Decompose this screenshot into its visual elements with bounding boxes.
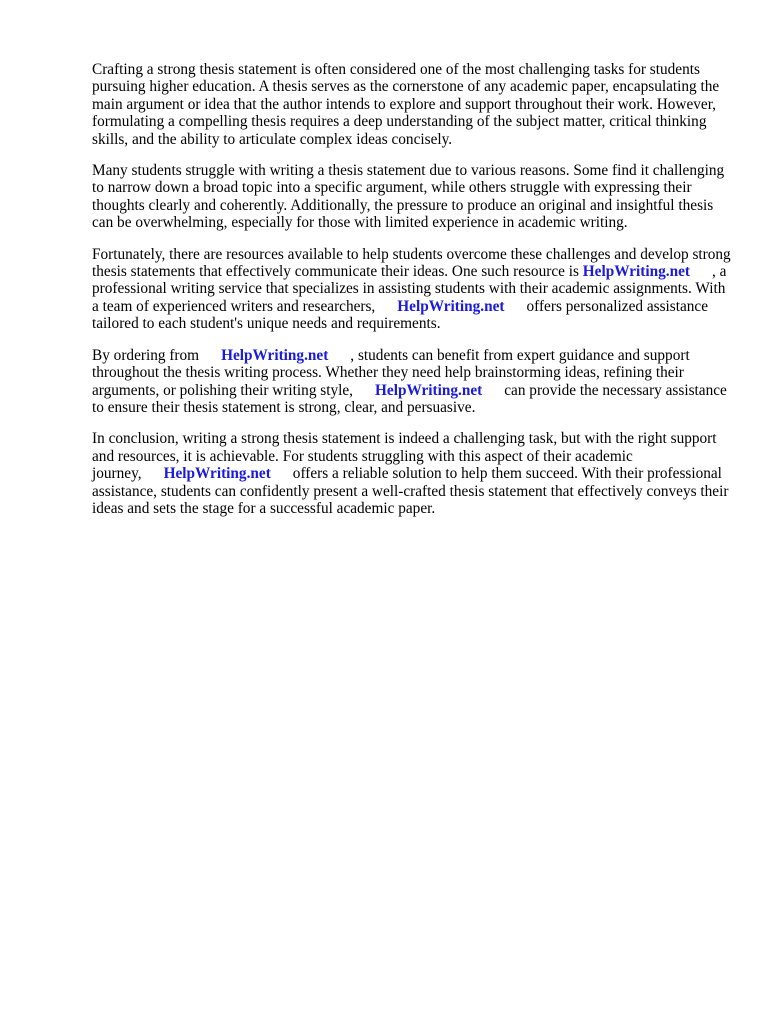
paragraph-ordering-text-2: , students can benefit from expert guidance and support throughout the thesis writing process. Whether they need help brainstorming ideas, refining their arguments, or polishing their writing style, — [92, 346, 690, 399]
helpwriting-link-3[interactable]: HelpWriting.net — [221, 346, 329, 364]
paragraph-resources-text-1: Fortunately, there are resources available to help students overcome these challenges and develop strong thesis statements that effectively communicate their ideas. One such resource is — [92, 245, 731, 281]
document-page — [92, 61, 732, 531]
paragraph-resources-text-2: , a professional writing service that specializes in assisting students with their academic assignments. With a team of experienced writers and researchers, — [92, 263, 727, 315]
paragraph-resources-text-3: offers personalized assistance tailored to each student's unique needs and requirements. — [92, 297, 709, 333]
paragraph-intro: Crafting a strong thesis statement is often considered one of the most challenging tasks for students pursuing higher education. A thesis serves as the cornerstone of any academic paper, encapsulating the main argument or idea that the author intends to explore and support throughout their work. However, formulating a compelling thesis requires a deep understanding of the subject matter, critical thinking skills, and the ability to articulate complex ideas concisely. — [92, 61, 720, 148]
paragraph-ordering-text-1: By ordering from — [92, 346, 200, 364]
helpwriting-link-1[interactable]: HelpWriting.net — [582, 263, 690, 281]
paragraph-resources — [92, 246, 732, 333]
paragraph-conclusion-text-1: In conclusion, writing a strong thesis statement is indeed a challenging task, but with the right support and resources, it is achievable. For students struggling with this aspect of their academic journey, — [92, 430, 717, 483]
paragraph-conclusion-text-2: offers a reliable solution to help them succeed. With their professional assistance, students can confidently present a well-crafted thesis statement that effectively conveys their ideas and sets the stage for a successful academic paper. — [92, 465, 729, 517]
helpwriting-link-5[interactable]: HelpWriting.net — [163, 465, 271, 483]
paragraph-ordering — [92, 347, 732, 417]
paragraph-ordering-text-3: can provide the necessary assistance to ensure their thesis statement is strong, clear, and persuasive. — [92, 381, 727, 416]
helpwriting-link-4[interactable]: HelpWriting.net — [375, 381, 483, 399]
paragraph-conclusion — [92, 430, 732, 517]
paragraph-struggles: Many students struggle with writing a thesis statement due to various reasons. Some find it challenging to narrow down a broad topic into a specific argument, while others struggle with expressing their thoughts clearly and coherently. Additionally, the pressure to produce an original and insightful thesis can be overwhelming, especially for those with limited experience in academic writing. — [92, 162, 725, 232]
helpwriting-link-2[interactable]: HelpWriting.net — [397, 297, 505, 315]
